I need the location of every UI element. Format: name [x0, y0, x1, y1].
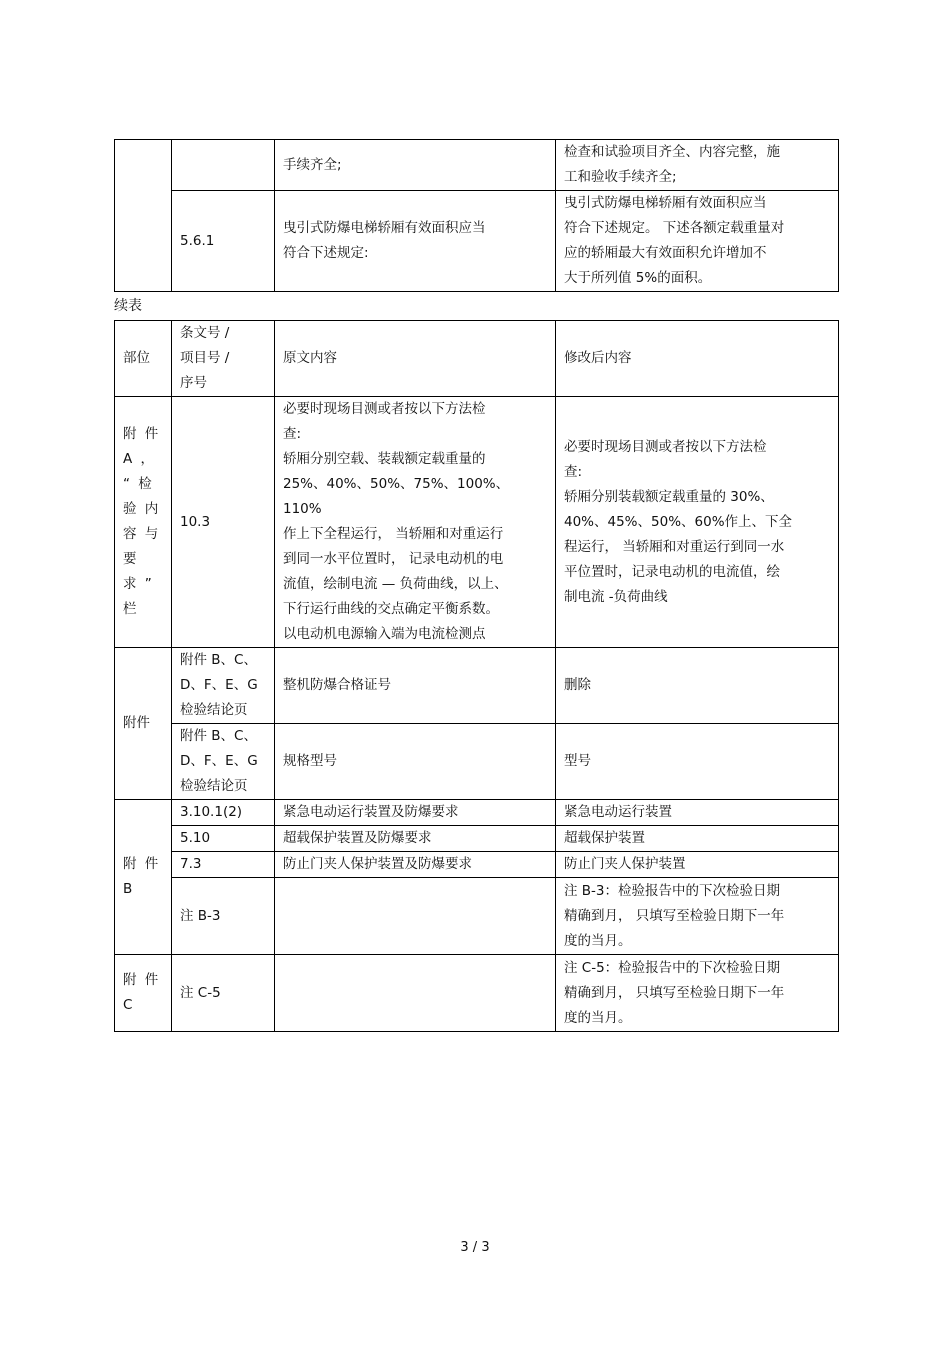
dept-appendix: 附件: [115, 648, 172, 800]
clause-cell: 3.10.1(2): [172, 800, 275, 826]
dept-appendix-b: 附 件 B: [115, 800, 172, 955]
modified-cell: 注 C-5：检验报告中的下次检验日期 精确到月， 只填写至检验日期下一年 度的当月。: [556, 955, 839, 1032]
table-row: [115, 852, 839, 878]
clause-cell: 7.3: [172, 852, 275, 878]
modified-cell: 型号: [556, 724, 839, 800]
continued-label: 续表: [114, 298, 142, 314]
modified-cell: 注 B-3：检验报告中的下次检验日期 精确到月， 只填写至检验日期下一年 度的当月。: [556, 878, 839, 955]
header-row: [115, 321, 839, 397]
clause-cell: 注 C-5: [172, 955, 275, 1032]
modified-cell: 删除: [556, 648, 839, 724]
original-cell: 紧急电动运行装置及防爆要求: [275, 800, 556, 826]
modified-cell: 必要时现场目测或者按以下方法检 查: 轿厢分别装载额定载重量的 30%、 40%、45%、50%、60%作上、下全 程运行， 当轿厢和对重运行到同一水 平位置时，记录电动机的电流值，绘 制电流 -负荷曲线: [556, 397, 839, 648]
clause-cell-empty: [172, 140, 275, 191]
modified-cell: 曳引式防爆电梯轿厢有效面积应当 符合下述规定。 下述各额定载重量对 应的轿厢最大有效面积允许增加不 大于所列值 5%的面积。: [556, 191, 839, 292]
page-number: 3 / 3: [460, 1240, 490, 1255]
table-row: [115, 800, 839, 826]
clause-cell: 附件 B、C、 D、F、E、G 检验结论页: [172, 724, 275, 800]
continued-table-top: [114, 139, 839, 292]
table-row: [115, 955, 839, 1032]
clause-cell: 注 B-3: [172, 878, 275, 955]
table-row: [115, 648, 839, 724]
dept-appendix-a: 附 件 A ， “ 检 验 内 容 与 要 求 ” 栏: [115, 397, 172, 648]
header-modified: 修改后内容: [556, 321, 839, 397]
original-cell: 超载保护装置及防爆要求: [275, 826, 556, 852]
clause-cell: 5.10: [172, 826, 275, 852]
dept-appendix-c: 附 件 C: [115, 955, 172, 1032]
original-cell: [275, 878, 556, 955]
original-cell: 规格型号: [275, 724, 556, 800]
clause-cell: 10.3: [172, 397, 275, 648]
clause-cell: 5.6.1: [172, 191, 275, 292]
modified-cell: 超载保护装置: [556, 826, 839, 852]
original-cell: [275, 955, 556, 1032]
header-dept: 部位: [115, 321, 172, 397]
table-row: [115, 826, 839, 852]
header-clause: 条文号 / 项目号 / 序号: [172, 321, 275, 397]
modified-cell: 紧急电动运行装置: [556, 800, 839, 826]
modified-cell: 检查和试验项目齐全、内容完整，施 工和验收手续齐全;: [556, 140, 839, 191]
table-row: [115, 397, 839, 648]
original-cell: 整机防爆合格证号: [275, 648, 556, 724]
original-cell: 手续齐全;: [275, 140, 556, 191]
table-row: [115, 724, 839, 800]
original-cell: 必要时现场目测或者按以下方法检 查: 轿厢分别空载、装载额定载重量的 25%、40%、50%、75%、100%、110% 作上下全程运行， 当轿厢和对重运行 到同一水平位置时， 记录电动机的电 流值，绘制电流 — 负荷曲线，以上、 下行运行曲线的交点确定平衡系数。 以电动机电源输入端为电流检测点: [275, 397, 556, 648]
table-row: [115, 878, 839, 955]
dept-cell-empty: [115, 140, 172, 292]
revision-table: [114, 320, 839, 1032]
modified-cell: 防止门夹人保护装置: [556, 852, 839, 878]
original-cell: 曳引式防爆电梯轿厢有效面积应当 符合下述规定:: [275, 191, 556, 292]
header-original: 原文内容: [275, 321, 556, 397]
clause-cell: 附件 B、C、 D、F、E、G 检验结论页: [172, 648, 275, 724]
original-cell: 防止门夹人保护装置及防爆要求: [275, 852, 556, 878]
